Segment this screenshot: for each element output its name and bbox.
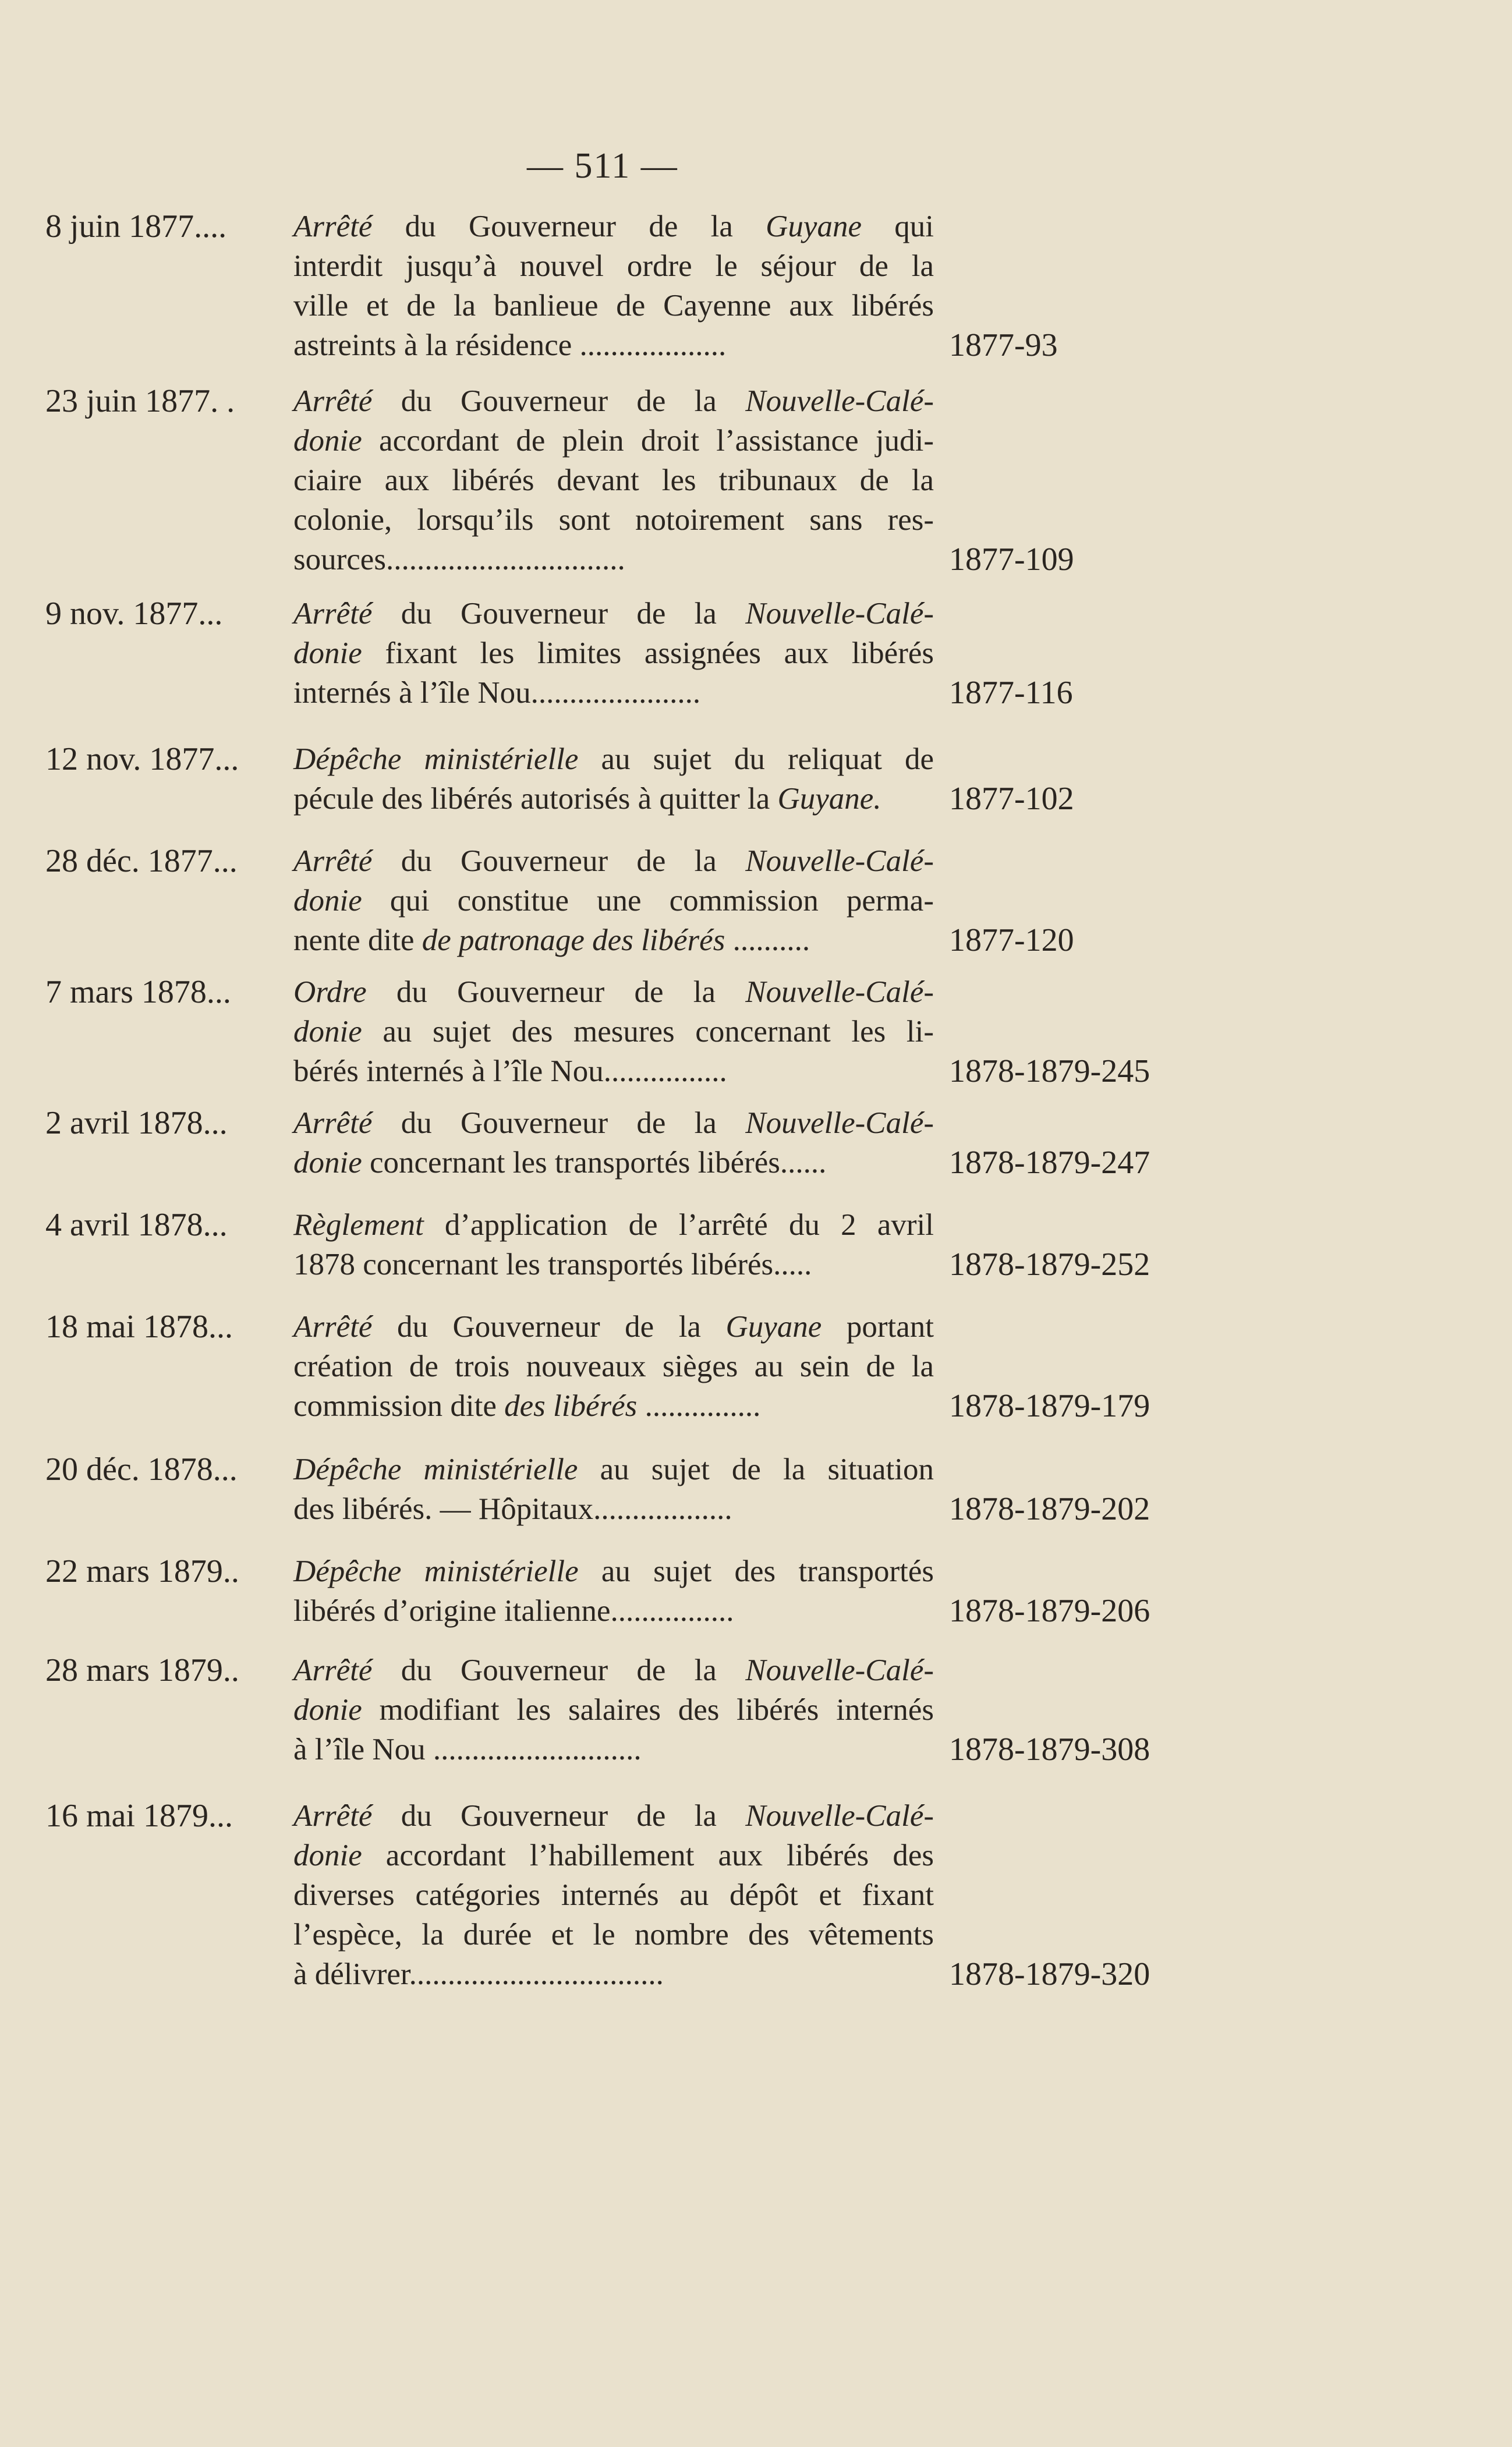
italic-term: Arrêté — [293, 1653, 373, 1687]
text-run: colonie, lorsqu’ils sont notoirement sans res- — [293, 503, 934, 537]
italic-term: Arrêté — [293, 210, 373, 243]
italic-term: Arrêté — [293, 597, 373, 631]
text-run: fixant les limites assignées aux libérés — [362, 636, 934, 670]
text-run: sources............................... — [293, 543, 625, 576]
entry-date: 8 juin 1877.... — [45, 208, 227, 245]
entry-description — [293, 1450, 934, 1529]
italic-term: Arrêté — [293, 844, 373, 878]
description-line — [293, 1386, 934, 1426]
description-line — [293, 1796, 934, 1836]
text-run: astreints à la résidence ................... — [293, 328, 727, 362]
text-run: diverses catégories internés au dépôt et fixant — [293, 1878, 934, 1912]
text-run: interdit jusqu’à nouvel ordre le séjour de la — [293, 249, 934, 283]
text-run: du Gouverneur de la — [372, 384, 746, 418]
description-line — [293, 1836, 934, 1875]
entry-date: 22 mars 1879.. — [45, 1553, 239, 1589]
text-run: concernant les transportés libérés...... — [362, 1146, 827, 1180]
italic-term: Nouvelle-Calé- — [745, 1653, 934, 1687]
text-run: accordant l’habillement aux libérés des — [362, 1839, 934, 1872]
italic-term: Nouvelle-Calé- — [745, 975, 934, 1009]
italic-term: donie — [293, 1839, 362, 1872]
description-line — [293, 1489, 934, 1529]
entry-reference: 1877-109 — [949, 541, 1074, 578]
italic-term: Dépêche ministérielle — [293, 1453, 578, 1486]
italic-term: donie — [293, 884, 362, 918]
text-run: modifiant les salaires des libérés internés — [362, 1693, 934, 1727]
italic-term: Dépêche ministérielle — [293, 1554, 579, 1588]
text-run: l’espèce, la durée et le nombre des vêtements — [293, 1918, 934, 1952]
description-line — [293, 1552, 934, 1591]
entry-reference: 1878-1879-206 — [949, 1593, 1150, 1629]
description-line — [293, 1651, 934, 1690]
entry-date: 2 avril 1878... — [45, 1105, 228, 1141]
entry-date: 4 avril 1878... — [45, 1207, 228, 1243]
entry-reference: 1877-116 — [949, 675, 1073, 711]
text-run: commission dite — [293, 1389, 505, 1423]
text-run: 1878 concernant les transportés libérés..... — [293, 1248, 812, 1281]
text-run: ville et de la banlieue de Cayenne aux libérés — [293, 289, 934, 323]
italic-term: donie — [293, 1693, 362, 1727]
entry-reference: 1878-1879-245 — [949, 1053, 1150, 1089]
italic-term: Guyane. — [777, 782, 881, 816]
entry-reference: 1877-93 — [949, 327, 1058, 363]
description-line — [293, 1730, 934, 1769]
entry-reference: 1877-102 — [949, 781, 1074, 817]
entry-description — [293, 972, 934, 1091]
entry-reference: 1878-1879-247 — [949, 1145, 1150, 1181]
entry-description — [293, 1103, 934, 1182]
italic-term: Arrêté — [293, 1106, 373, 1140]
entry-description — [293, 1307, 934, 1426]
text-run: du Gouverneur de la — [372, 1799, 746, 1833]
italic-term: donie — [293, 1015, 362, 1049]
text-run: du Gouverneur de la — [372, 1653, 746, 1687]
entry-description — [293, 841, 934, 960]
italic-term: Nouvelle-Calé- — [745, 844, 934, 878]
entry-date: 28 déc. 1877... — [45, 843, 238, 879]
description-line — [293, 1690, 934, 1730]
italic-term: Nouvelle-Calé- — [745, 1799, 934, 1833]
entry-date: 28 mars 1879.. — [45, 1652, 239, 1688]
text-run: accordant de plein droit l’assistance judi- — [362, 424, 934, 458]
italic-term: Arrêté — [293, 384, 373, 418]
italic-term: Arrêté — [293, 1799, 373, 1833]
text-run: à l’île Nou ........................... — [293, 1733, 642, 1766]
entry-description — [293, 739, 934, 819]
italic-term: Nouvelle-Calé- — [745, 597, 934, 631]
description-line — [293, 325, 934, 365]
text-run: à délivrer................................. — [293, 1957, 664, 1991]
entry-reference: 1878-1879-308 — [949, 1731, 1150, 1768]
entry-date: 7 mars 1878... — [45, 974, 231, 1010]
italic-term: Dépêche ministérielle — [293, 742, 579, 776]
entry-date: 12 nov. 1877... — [45, 741, 239, 777]
text-run: au sujet des mesures concernant les li- — [362, 1015, 934, 1049]
description-line — [293, 920, 934, 960]
description-line — [293, 1591, 934, 1631]
description-line — [293, 381, 934, 421]
description-line — [293, 246, 934, 286]
description-line — [293, 286, 934, 325]
text-run: .......... — [725, 923, 810, 957]
entry-date: 9 nov. 1877... — [45, 596, 223, 632]
description-line — [293, 1205, 934, 1245]
text-run: du Gouverneur de la — [372, 844, 746, 878]
description-line — [293, 207, 934, 246]
description-line — [293, 1103, 934, 1143]
description-line — [293, 1307, 934, 1347]
text-run: au sujet du reliquat de — [578, 742, 934, 776]
text-run: d’application de l’arrêté du 2 avril — [423, 1208, 934, 1242]
entry-description — [293, 1205, 934, 1284]
text-run: libérés d’origine italienne................ — [293, 1594, 734, 1628]
text-run: qui — [861, 210, 934, 243]
description-line — [293, 500, 934, 540]
text-run: au sujet des transportés — [578, 1554, 934, 1588]
entry-date: 20 déc. 1878... — [45, 1451, 238, 1488]
entry-description — [293, 1651, 934, 1769]
entry-date: 18 mai 1878... — [45, 1309, 233, 1345]
description-line — [293, 1012, 934, 1051]
entry-reference: 1878-1879-320 — [949, 1956, 1150, 1992]
description-line — [293, 540, 934, 579]
text-run: portant — [821, 1310, 934, 1344]
description-line — [293, 1915, 934, 1954]
page-number: — 511 — — [527, 146, 678, 186]
entry-reference: 1878-1879-179 — [949, 1388, 1150, 1424]
description-line — [293, 779, 934, 819]
description-line — [293, 633, 934, 673]
entry-reference: 1878-1879-202 — [949, 1491, 1150, 1527]
text-run: pécule des libérés autorisés à quitter la — [293, 782, 778, 816]
description-line — [293, 972, 934, 1012]
description-line — [293, 1450, 934, 1489]
text-run: nente dite — [293, 923, 422, 957]
description-line — [293, 881, 934, 920]
description-line — [293, 1051, 934, 1091]
italic-term: des libérés — [504, 1389, 638, 1423]
entry-description — [293, 381, 934, 579]
text-run: des libérés. — Hôpitaux.................. — [293, 1492, 732, 1526]
description-line — [293, 421, 934, 461]
italic-term: Nouvelle-Calé- — [745, 384, 934, 418]
description-line — [293, 1875, 934, 1915]
description-line — [293, 461, 934, 500]
text-run: du Gouverneur de la — [372, 1310, 726, 1344]
text-run: internés à l’île Nou...................... — [293, 676, 701, 710]
entry-date: 23 juin 1877. . — [45, 383, 235, 419]
entry-reference: 1877-120 — [949, 922, 1074, 958]
text-run: du Gouverneur de la — [372, 1106, 746, 1140]
text-run: bérés internés à l’île Nou................ — [293, 1054, 727, 1088]
italic-term: donie — [293, 636, 362, 670]
description-line — [293, 673, 934, 713]
text-run: au sujet de la situation — [578, 1453, 934, 1486]
description-line — [293, 1245, 934, 1284]
entry-reference: 1878-1879-252 — [949, 1246, 1150, 1283]
description-line — [293, 841, 934, 881]
description-line — [293, 1143, 934, 1182]
entry-date: 16 mai 1879... — [45, 1798, 233, 1834]
entry-description — [293, 207, 934, 365]
description-line — [293, 1954, 934, 1994]
italic-term: donie — [293, 1146, 362, 1180]
text-run: ciaire aux libérés devant les tribunaux de la — [293, 463, 934, 497]
italic-term: Guyane — [725, 1310, 822, 1344]
italic-term: Ordre — [293, 975, 367, 1009]
text-run: du Gouverneur de la — [366, 975, 746, 1009]
text-run: ............... — [637, 1389, 761, 1423]
text-run: du Gouverneur de la — [372, 210, 766, 243]
entry-description — [293, 594, 934, 713]
italic-term: Règlement — [293, 1208, 424, 1242]
description-line — [293, 739, 934, 779]
description-line — [293, 594, 934, 633]
text-run: création de trois nouveaux sièges au sein de la — [293, 1350, 934, 1383]
text-run: du Gouverneur de la — [372, 597, 746, 631]
italic-term: donie — [293, 424, 362, 458]
italic-term: Guyane — [766, 210, 862, 243]
italic-term: de patronage des libérés — [422, 923, 725, 957]
entry-description — [293, 1552, 934, 1631]
text-run: qui constitue une commission perma- — [362, 884, 934, 918]
italic-term: Arrêté — [293, 1310, 373, 1344]
entry-description — [293, 1796, 934, 1994]
italic-term: Nouvelle-Calé- — [745, 1106, 934, 1140]
description-line — [293, 1347, 934, 1386]
